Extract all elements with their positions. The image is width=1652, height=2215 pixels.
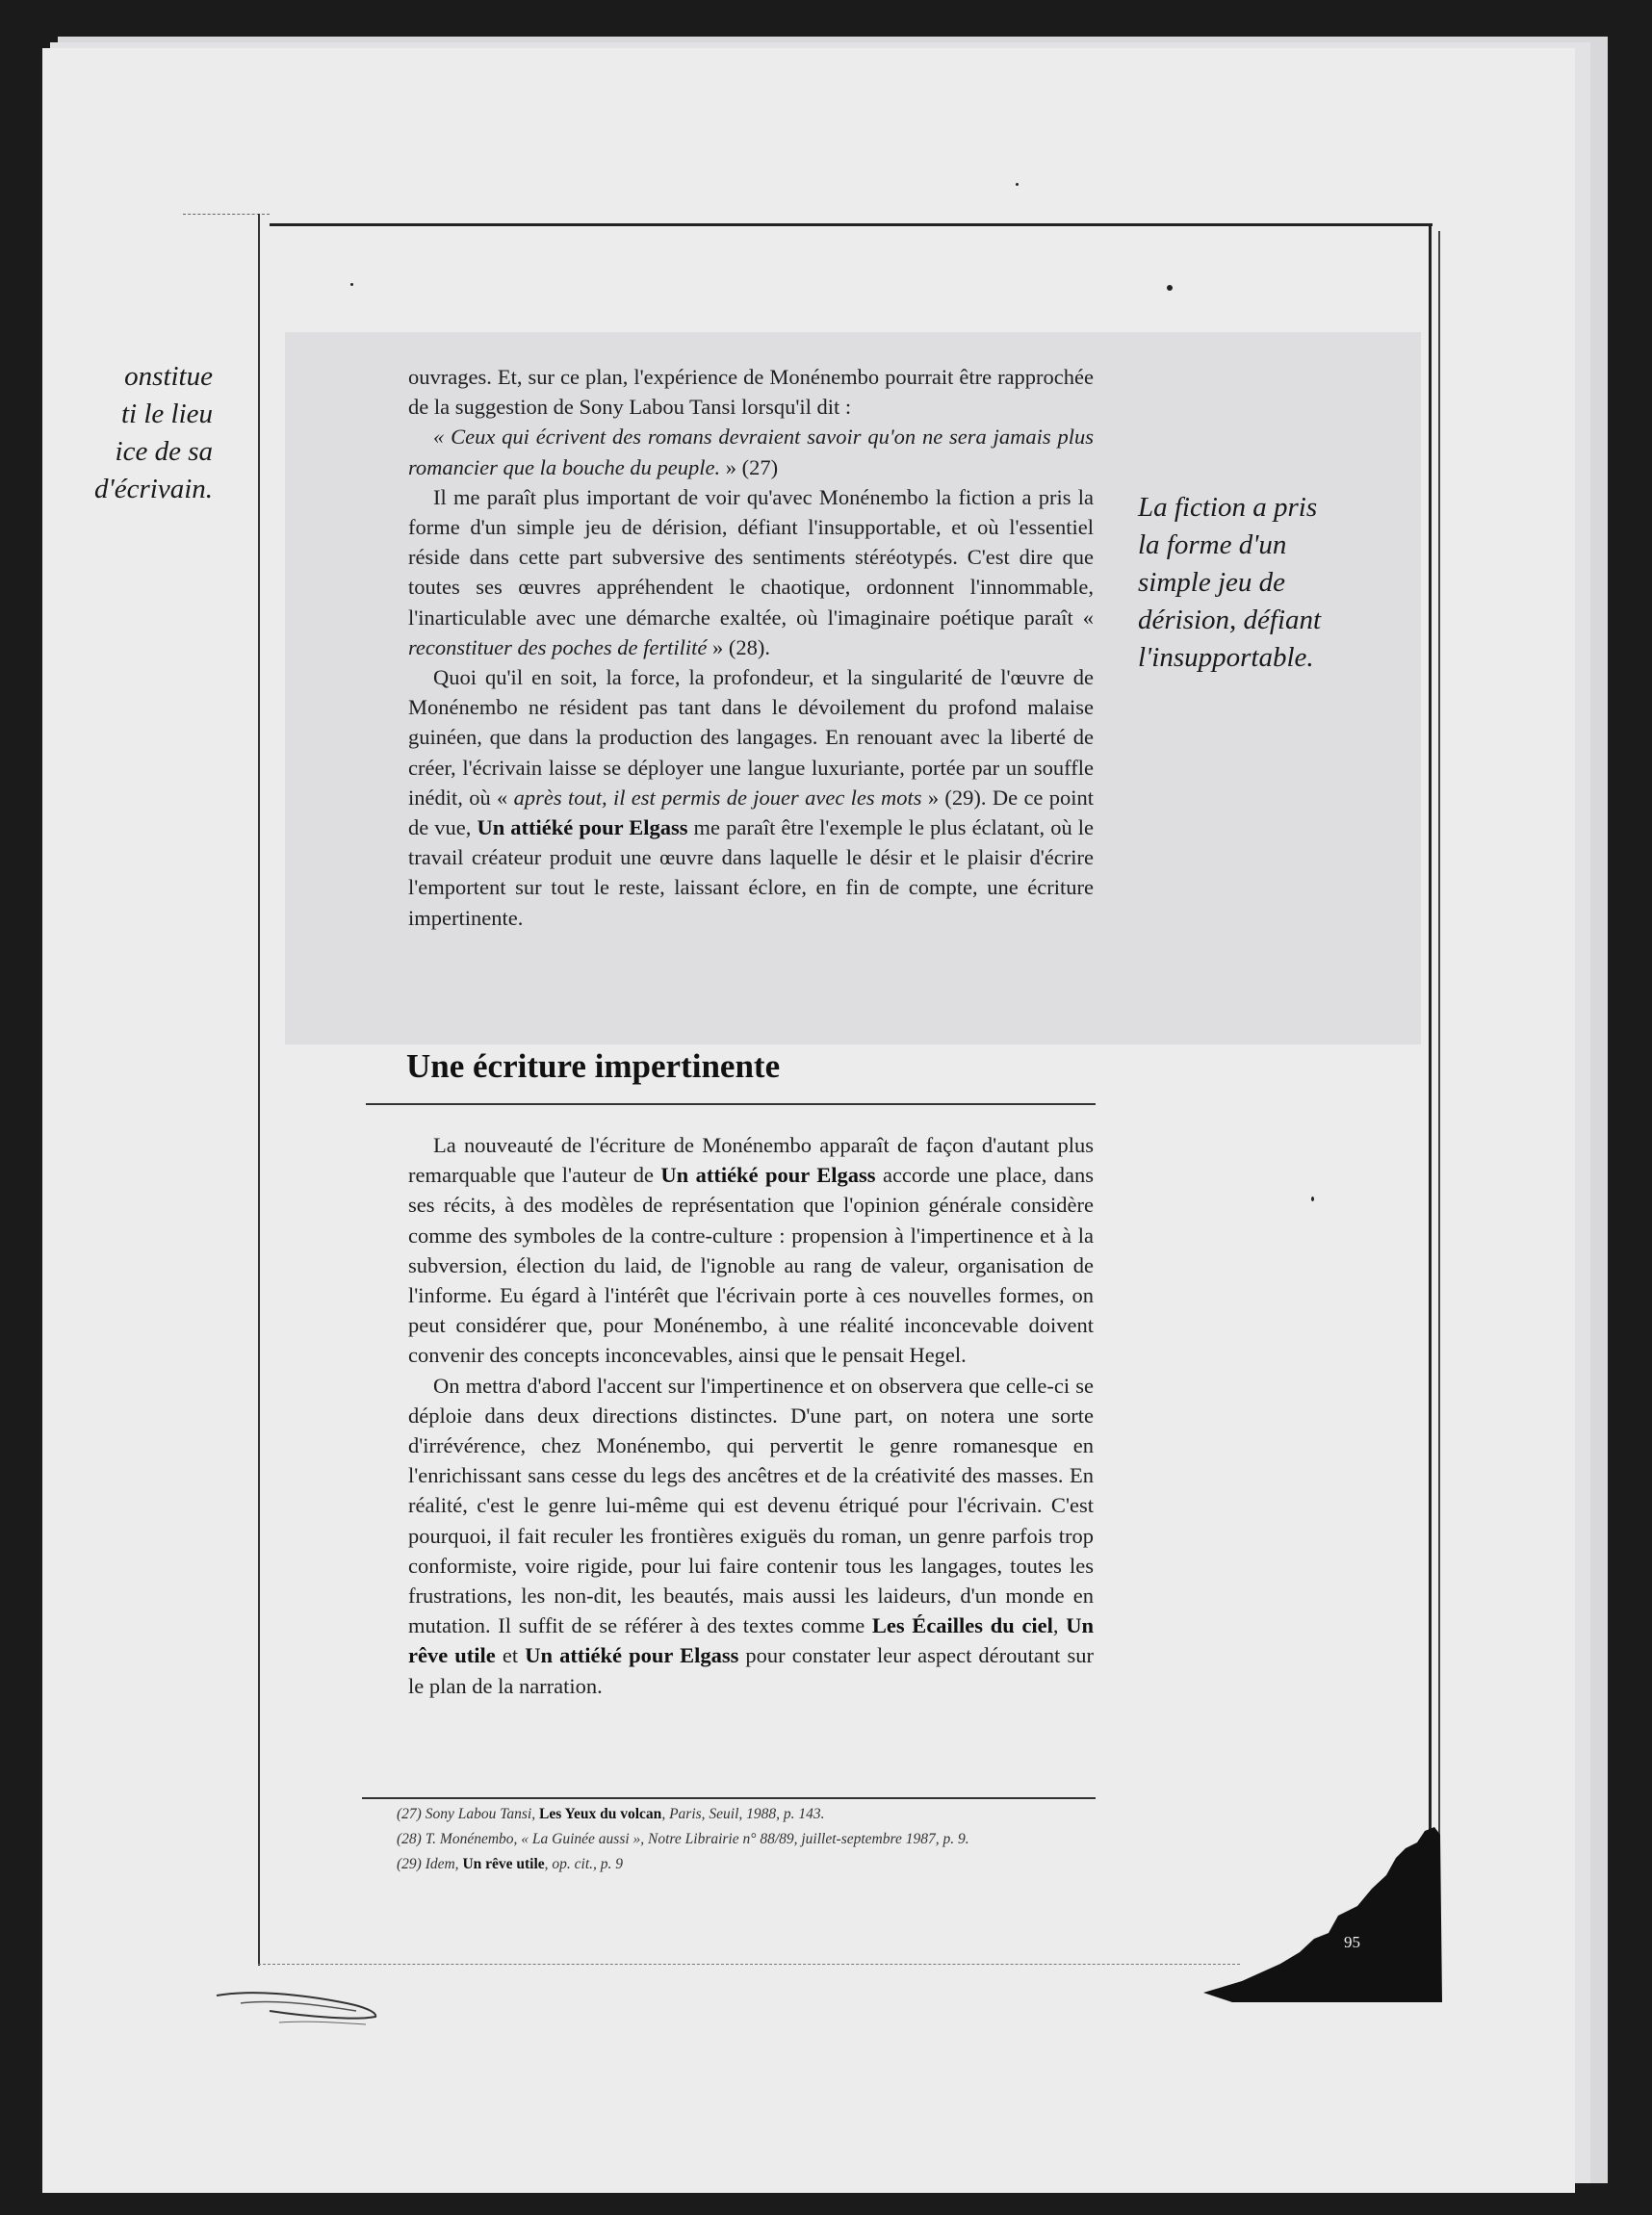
corner-graphic [1203, 1819, 1444, 2002]
quote-mark: « [433, 425, 452, 450]
footnote-text: , Paris, Seuil, 1988, p. 143. [661, 1806, 825, 1822]
margin-fragment-line: ice de sa [115, 436, 213, 467]
margin-fragment-line: d'écrivain. [94, 474, 213, 504]
paragraph [408, 362, 1094, 422]
page-number: 95 [1344, 1933, 1360, 1951]
paragraph-text: On mettra d'abord l'accent sur l'impertinence et on observera que celle-ci se déploie dans deux directions distinctes. D'une part, on notera une sorte d'irrévérence, chez Monénembo, qui pervertit le genre romanesque en l'enrichissant sans cesse du legs des ancêtres et de la créativité des masses. En réalité, c'est le genre lui-même qui est devenu étriqué pour l'écrivain. C'est pourquoi, il fait reculer les frontières exiguës du roman, un genre parfois trop conformiste, voire rigide, pour lui faire contenir tous les langages, toutes les frustrations, les non-dit, les beautés, mais aussi les laideurs, d'un monde en mutation. Il suffit de se référer à des textes comme [408, 1373, 1094, 1638]
heading-rule [366, 1103, 1096, 1105]
margin-fragment-line: ti le lieu [120, 399, 213, 429]
paragraph-text: » (29). De ce point de vue, [408, 785, 1095, 840]
footnote [397, 1852, 1099, 1877]
pull-quote-line: la forme d'un [1138, 529, 1287, 560]
footnote-text: (29) Idem, [397, 1856, 463, 1872]
paragraph-text: me paraît être l'exemple le plus éclatant, où le travail créateur produit une œuvre dans laquelle le désir et le plaisir d'écrire l'emportent sur tout le reste, laissant éclore, en fin de compte, une écriture impertinente. [408, 815, 1094, 930]
paragraph-text: La nouveauté de l'écriture de Monénembo apparaît de façon d'autant plus remarquable que l'auteur de [408, 1133, 1094, 1188]
quotation-text: Ceux qui écrivent des romans devraient savoir qu'on ne sera jamais plus romancier que la bouche du peuple. [408, 425, 1094, 479]
paragraph-text: Il me paraît plus important de voir qu'avec Monénembo la fiction a pris la forme d'un simple jeu de dérision, défiant l'insupportable, et où l'essentiel réside dans cette part subversive des sentiments stéréotypés. C'est dire que toutes ses œuvres appréhendent le chaotique, ordonnent l'innommable, l'inarticulable avec une démarche exaltée, où l'imaginaire poétique paraît « [408, 484, 1094, 630]
pull-quote [1138, 489, 1407, 677]
speck [350, 283, 353, 286]
separator: , [1052, 1613, 1067, 1638]
paragraph [408, 1130, 1094, 1371]
footnote-title: Les Yeux du volcan [538, 1806, 662, 1822]
book-title: Les Écailles du ciel [871, 1613, 1053, 1638]
pull-quote-line: l'insupportable. [1138, 642, 1314, 673]
frame-dash [183, 214, 270, 215]
paragraph-text: ouvrages. Et, sur ce plan, l'expérience de Monénembo pourrait être rapprochée de la suggestion de Sony Labou Tansi lorsqu'il dit : [408, 365, 1094, 420]
quotation [408, 422, 1094, 481]
frame-bottom-line [258, 1964, 1240, 1965]
frame-top-line [270, 223, 1433, 226]
margin-fragment-line: onstitue [124, 361, 213, 392]
inline-quote: reconstituer des poches de fertilité [408, 634, 708, 659]
body-text-top [408, 362, 1094, 933]
pull-quote-line: simple jeu de [1138, 567, 1286, 598]
section-heading: Une écriture impertinente [406, 1047, 781, 1085]
inline-quote: après tout, il est permis de jouer avec les mots [513, 785, 922, 810]
speck [1311, 1197, 1314, 1201]
footnote-text: (27) Sony Labou Tansi, [397, 1806, 539, 1822]
footnote-rule [362, 1797, 1096, 1799]
paragraph-text: Quoi qu'il en soit, la force, la profondeur, et la singularité de l'œuvre de Monénembo ne résident pas tant dans le dévoilement du profond malaise guinéen, que dans la production des langages. En renouant avec la liberté de créer, l'écrivain laisse se déployer une langue luxuriante, portée par un souffle inédit, où « [408, 665, 1094, 810]
paragraph [408, 1371, 1094, 1701]
paragraph-text: » (28). [707, 634, 770, 659]
pull-quote-line: dérision, défiant [1138, 605, 1322, 635]
separator: et [495, 1643, 526, 1668]
book-title: Un attiéké pour Elgass [525, 1643, 739, 1668]
paragraph [408, 662, 1094, 933]
pull-quote-line: La fiction a pris [1138, 492, 1318, 523]
margin-fragment [73, 358, 213, 508]
frame-right-line-inner [1438, 231, 1440, 1858]
footnote [397, 1802, 1099, 1827]
frame-left-line [258, 214, 260, 1966]
paragraph [408, 482, 1094, 662]
book-title: Un attiéké pour Elgass [477, 815, 688, 840]
paragraph-text: pour constater leur aspect déroutant sur le plan de la narration. [408, 1643, 1094, 1698]
book-title: Un attiéké pour Elgass [660, 1163, 876, 1188]
footnote-text: , op. cit., p. 9 [544, 1856, 624, 1872]
footnote [397, 1827, 1099, 1852]
body-text-bottom [408, 1130, 1094, 1701]
paragraph-text: accorde une place, dans ses récits, à des modèles de représentation que l'opinion générale considère comme des symboles de la contre-culture : propension à l'impertinence et à la subversion, élection du laid, de l'ignoble au rang de valeur, organisation de l'informe. Eu égard à l'intérêt que l'écrivain porte à ces nouvelles formes, on peut considérer que, pour Monénembo, à une réalité inconcevable doivent convenir des concepts inconcevables, ainsi que le pensait Hegel. [408, 1163, 1094, 1368]
footnote-text: (28) T. Monénembo, « La Guinée aussi », Notre Librairie n° 88/89, juillet-septembre 1987, p. 9. [397, 1831, 969, 1847]
footnote-title: Un rêve utile [462, 1856, 545, 1872]
frame-right-line [1429, 223, 1432, 1860]
pen-scribble [212, 1978, 385, 2036]
quote-reference: » (27) [720, 454, 779, 479]
speck [1167, 285, 1173, 291]
footnotes [397, 1802, 1099, 1877]
book-title: Un rêve utile [408, 1613, 1094, 1668]
speck [1016, 183, 1019, 186]
